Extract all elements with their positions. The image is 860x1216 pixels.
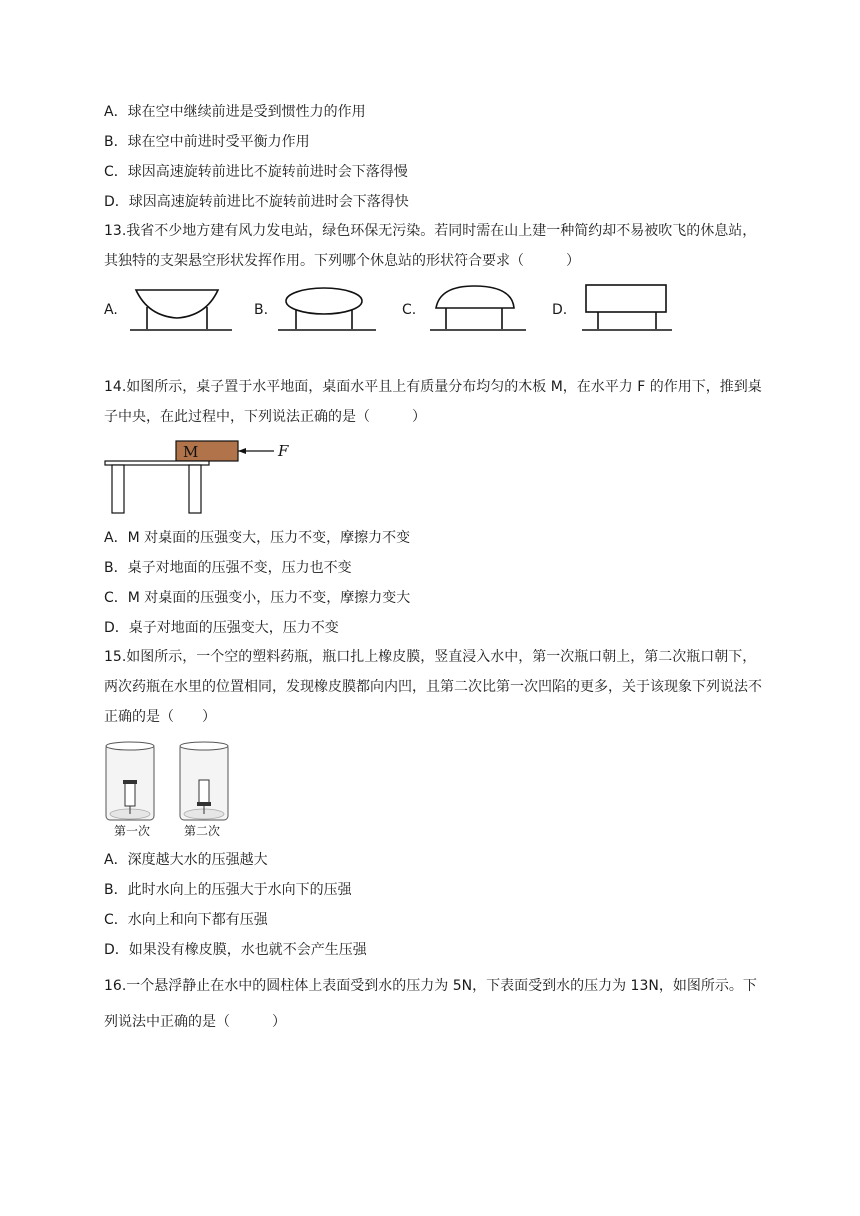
- table-leg-left: [112, 465, 124, 513]
- beaker-second: [180, 742, 228, 820]
- q12-option-c: C．球因高速旋转前进比不旋转前进时会下落得慢: [104, 164, 408, 180]
- q14-option-c: C．M 对桌面的压强变小，压力不变，摩擦力变大: [104, 590, 411, 606]
- q12-option-a: A．球在空中继续前进是受到惯性力的作用: [104, 104, 366, 120]
- q15-option-d: D．如果没有橡皮膜，水也就不会产生压强: [104, 942, 367, 958]
- q15-option-a: A．深度越大水的压强越大: [104, 852, 268, 868]
- table-leg-right: [189, 465, 201, 513]
- q13-stem: 13.我省不少地方建有风力发电站，绿色环保无污染。若同时需在山上建一种简约却不易被吹飞的休息站，其独特的支架悬空形状发挥作用。下列哪个休息站的形状符合要求（ ）: [104, 223, 757, 269]
- q13-option-b-shelter-figure: [276, 282, 380, 336]
- q12-option-b: B．球在空中前进时受平衡力作用: [104, 134, 310, 150]
- q14-option-a: A．M 对桌面的压强变大，压力不变，摩擦力不变: [104, 530, 411, 546]
- q14-option-d: D．桌子对地面的压强变大，压力不变: [104, 620, 339, 636]
- q16-stem: 16.一个悬浮静止在水中的圆柱体上表面受到水的压力为 5N，下表面受到水的压力为 13N，如图所示。下列说法中正确的是（ ）: [104, 978, 757, 1030]
- q13-option-c-shelter-figure: [426, 282, 530, 336]
- force-label: F: [278, 442, 289, 460]
- q15-option-b: B．此时水向上的压强大于水向下的压强: [104, 882, 352, 898]
- q13-option-d-shelter-figure: [580, 282, 674, 336]
- q15-option-c: C．水向上和向下都有压强: [104, 912, 268, 928]
- board-label: M: [183, 443, 199, 461]
- label-second: 第二次: [184, 824, 221, 838]
- beaker-first: [106, 742, 154, 820]
- q14-stem: 14.如图所示，桌子置于水平地面，桌面水平且上有质量分布均匀的木板 M，在水平力 F 的作用下，推到桌子中央，在此过程中，下列说法正确的是（ ）: [104, 379, 762, 425]
- q15-stem: 15.如图所示，一个空的塑料药瓶，瓶口扎上橡皮膜，竖直浸入水中，第一次瓶口朝上，第二次瓶口朝下，两次药瓶在水里的位置相同，发现橡皮膜都向内凹，且第二次比第一次凹陷的更多，关于该现象下列说法不正确的是（ ）: [104, 649, 762, 725]
- q13-label-a: A.: [104, 302, 118, 318]
- label-first: 第一次: [114, 824, 151, 838]
- q13-label-d: D.: [552, 302, 568, 318]
- q15-bottles-figure: [104, 740, 234, 840]
- q13-label-c: C.: [402, 302, 417, 318]
- q13-label-b: B.: [254, 302, 269, 318]
- q14-table-board-figure: [104, 436, 304, 516]
- q13-option-a-shelter-figure: [128, 282, 234, 336]
- table-top: [105, 461, 209, 465]
- q12-option-d: D．球因高速旋转前进比不旋转前进时会下落得快: [104, 194, 409, 210]
- q14-option-b: B．桌子对地面的压强不变，压力也不变: [104, 560, 352, 576]
